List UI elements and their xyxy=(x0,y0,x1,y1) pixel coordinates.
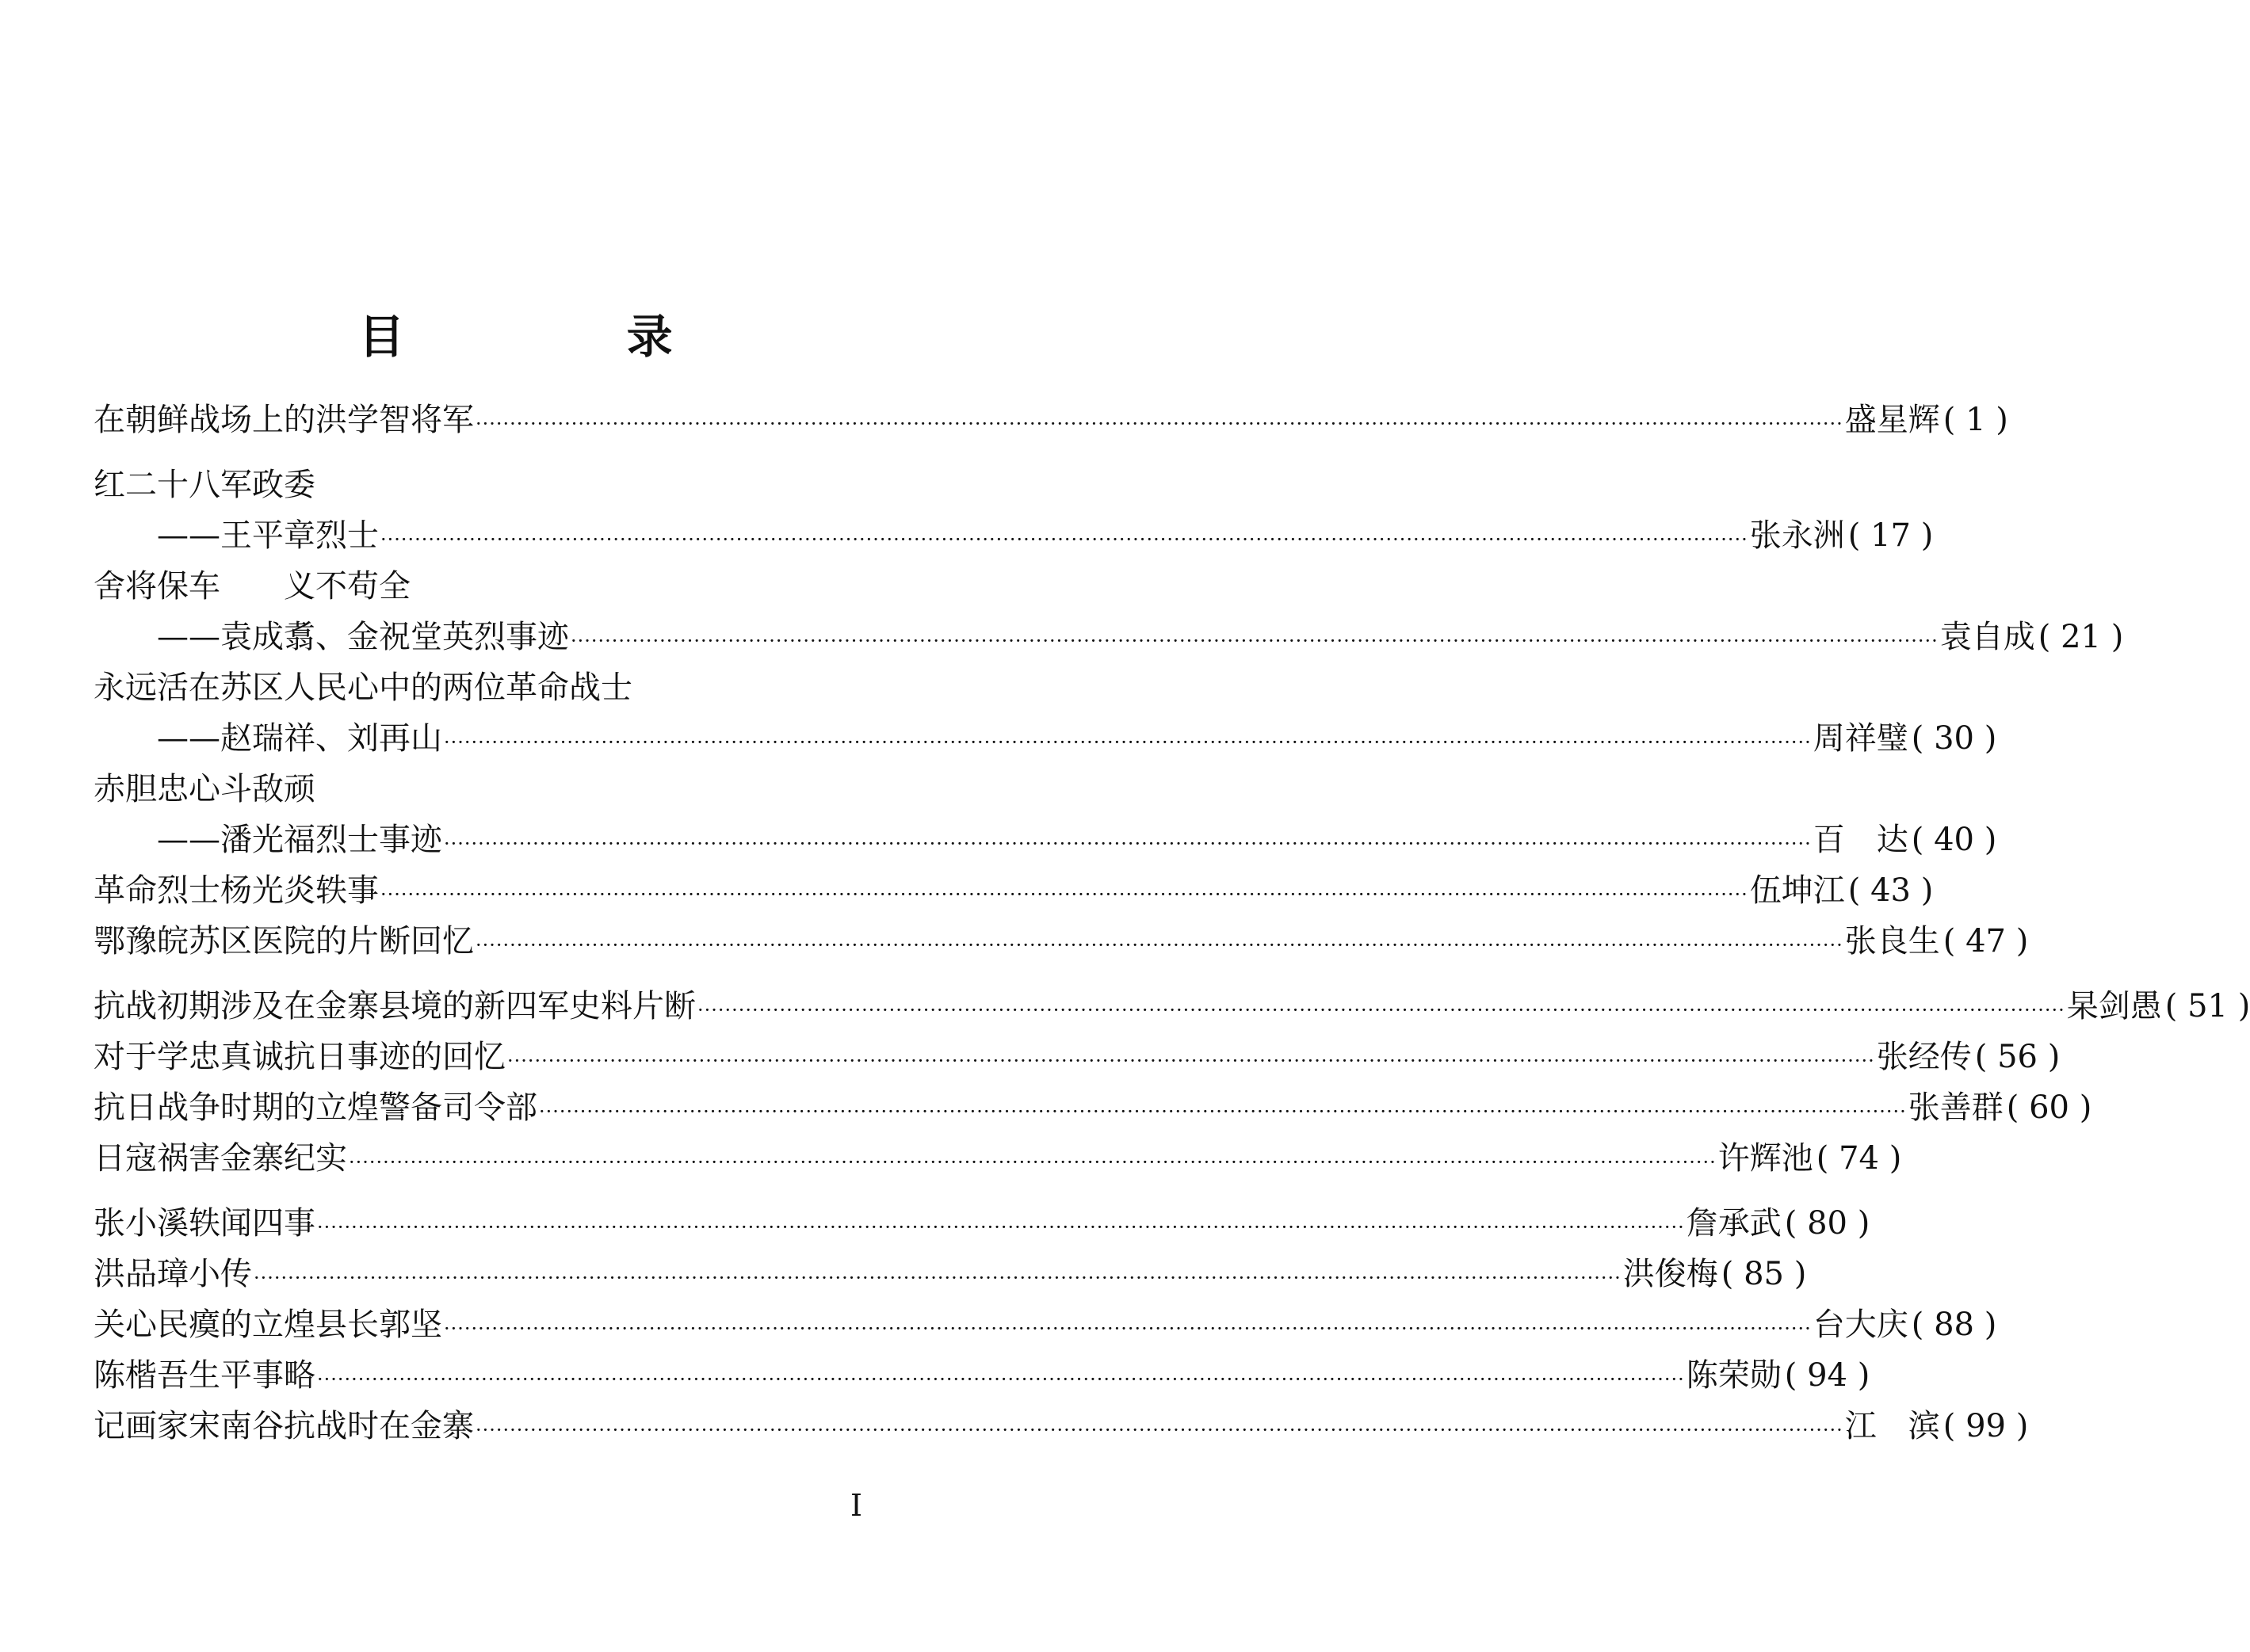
toc-author: 张永洲 xyxy=(1749,517,1845,554)
toc-title: 关心民瘼的立煌县长郭坚 xyxy=(94,1307,442,1343)
toc-page-number: ( 60 ) xyxy=(2006,1089,2092,1126)
toc-subtitle-line xyxy=(94,517,1934,570)
dot-leader: ········································································································································································································ xyxy=(444,1318,1812,1340)
toc-author: 盛星辉 xyxy=(1844,402,1940,438)
toc-page-number: ( 56 ) xyxy=(1974,1039,2061,1075)
toc-subtitle-line xyxy=(94,619,2124,672)
toc-author: 许辉池 xyxy=(1717,1140,1813,1177)
dot-leader: ········································································································································································································ xyxy=(444,833,1812,855)
toc-entry xyxy=(94,467,1934,570)
toc-title: 日寇祸害金寨纪实 xyxy=(94,1140,347,1177)
dot-leader: ········································································································································································································ xyxy=(476,413,1843,435)
toc-title: 抗战初期涉及在金寨县境的新四军史料片断 xyxy=(94,988,696,1024)
toc-title: 洪品璋小传 xyxy=(94,1256,252,1292)
toc-author: 江 滨 xyxy=(1844,1408,1940,1444)
toc-entry xyxy=(94,771,1997,875)
toc-title: 红二十八军政委 xyxy=(94,467,315,503)
toc-page-number: ( 43 ) xyxy=(1847,872,1934,909)
toc-title: 赤胆忠心斗敌顽 xyxy=(94,771,315,807)
dot-leader: ········································································································································································································ xyxy=(476,934,1843,956)
toc-title-line xyxy=(94,1205,1870,1258)
dot-leader: ········································································································································································································ xyxy=(697,999,2065,1021)
toc-entry xyxy=(94,568,2124,672)
toc-entry xyxy=(94,923,2029,976)
toc-title: 张小溪轶闻四事 xyxy=(94,1205,315,1242)
toc-subtitle: ——赵瑞祥、刘再山 xyxy=(157,720,442,757)
toc-subtitle-line xyxy=(94,720,1997,773)
toc-entry xyxy=(94,988,2250,1041)
toc-title: 永远活在苏区人民心中的两位革命战士 xyxy=(94,670,632,706)
toc-title-line xyxy=(94,1307,1997,1360)
toc-author: 张经传 xyxy=(1876,1039,1972,1075)
toc-entry xyxy=(94,1357,1870,1410)
toc-title-line xyxy=(94,1039,2061,1092)
toc-entry xyxy=(94,1256,1807,1309)
toc-entry xyxy=(94,1408,2029,1461)
toc-title-line xyxy=(94,988,2250,1041)
toc-entry xyxy=(94,670,1997,773)
toc-page-number: ( 80 ) xyxy=(1784,1205,1870,1242)
toc-title: 抗日战争时期的立煌警备司令部 xyxy=(94,1089,537,1126)
toc-subtitle: ——王平章烈士 xyxy=(157,517,379,554)
toc-page-number: ( 99 ) xyxy=(1942,1408,2029,1444)
toc-entry xyxy=(94,1205,1870,1258)
toc-author: 袁自成 xyxy=(1939,619,2035,655)
toc-page-number: ( 74 ) xyxy=(1816,1140,1902,1177)
dot-leader: ········································································································································································································ xyxy=(254,1267,1622,1289)
toc-title: 舍将保车 义不苟全 xyxy=(94,568,411,605)
toc-title-line xyxy=(94,672,942,723)
toc-title: 记画家宋南谷抗战时在金寨 xyxy=(94,1408,474,1444)
toc-title: 对于学忠真诚抗日事迹的回忆 xyxy=(94,1039,506,1075)
toc-title: 鄂豫皖苏区医院的片断回忆 xyxy=(94,923,474,960)
toc-author: 詹承武 xyxy=(1686,1205,1782,1242)
toc-title-line xyxy=(94,1408,2029,1461)
toc-page-number: ( 51 ) xyxy=(2164,988,2250,1024)
toc-title-line xyxy=(94,1357,1870,1410)
page-number: I xyxy=(850,1488,863,1523)
toc-subtitle: ——潘光福烈士事迹 xyxy=(157,822,442,858)
toc-subtitle: ——袁成翥、金祝堂英烈事迹 xyxy=(157,619,569,655)
toc-title-line xyxy=(94,1089,2092,1143)
toc-title-line xyxy=(94,402,2008,455)
toc-page-number: ( 17 ) xyxy=(1847,517,1934,554)
toc-entry xyxy=(94,1307,1997,1360)
toc-entry xyxy=(94,402,2008,455)
toc-page-number: ( 30 ) xyxy=(1911,720,1997,757)
toc-title: 革命烈士杨光炎轶事 xyxy=(94,872,379,909)
toc-title-line xyxy=(94,469,942,520)
toc-title-line xyxy=(94,1256,1807,1309)
toc-title-line xyxy=(94,1140,1902,1193)
toc-title-line xyxy=(94,872,1934,925)
toc-entry xyxy=(94,1039,2061,1092)
toc-author: 洪俊梅 xyxy=(1622,1256,1718,1292)
toc-title-line xyxy=(94,570,942,621)
dot-leader: ········································································································································································································ xyxy=(476,1419,1843,1441)
dot-leader: ········································································································································································································ xyxy=(317,1216,1685,1238)
toc-subtitle-line xyxy=(94,822,1997,875)
toc-page-number: ( 85 ) xyxy=(1721,1256,1807,1292)
toc-author: 张善群 xyxy=(1908,1089,2004,1126)
toc-author: 百 达 xyxy=(1813,822,1908,858)
table-of-contents xyxy=(94,402,2250,1461)
page-title: 目 录 xyxy=(358,310,776,364)
toc-title-line xyxy=(94,923,2029,976)
toc-entry xyxy=(94,1089,2092,1143)
toc-entry xyxy=(94,872,1934,925)
dot-leader: ········································································································································································································ xyxy=(380,883,1748,906)
dot-leader: ········································································································································································································ xyxy=(539,1101,1907,1123)
dot-leader: ········································································································································································································ xyxy=(507,1050,1875,1072)
toc-page-number: ( 21 ) xyxy=(2038,619,2124,655)
toc-author: 周祥璧 xyxy=(1813,720,1908,757)
dot-leader: ········································································································································································································ xyxy=(380,528,1748,551)
toc-author: 伍坤江 xyxy=(1749,872,1845,909)
toc-author: 杲剑愚 xyxy=(2066,988,2162,1024)
toc-page-number: ( 94 ) xyxy=(1784,1357,1870,1394)
dot-leader: ········································································································································································································ xyxy=(317,1368,1685,1391)
dot-leader: ········································································································································································································ xyxy=(349,1151,1717,1173)
toc-title-line xyxy=(94,773,942,824)
toc-author: 台大庆 xyxy=(1813,1307,1908,1343)
dot-leader: ········································································································································································································ xyxy=(571,630,1939,652)
toc-page-number: ( 1 ) xyxy=(1942,402,2008,438)
toc-page-number: ( 88 ) xyxy=(1911,1307,1997,1343)
toc-title: 在朝鲜战场上的洪学智将军 xyxy=(94,402,474,438)
toc-entry xyxy=(94,1140,1902,1193)
toc-author: 张良生 xyxy=(1844,923,1940,960)
toc-author: 陈荣勋 xyxy=(1686,1357,1782,1394)
toc-page-number: ( 47 ) xyxy=(1942,923,2029,960)
toc-title: 陈楷吾生平事略 xyxy=(94,1357,315,1394)
dot-leader: ········································································································································································································ xyxy=(444,731,1812,754)
toc-page-number: ( 40 ) xyxy=(1911,822,1997,858)
